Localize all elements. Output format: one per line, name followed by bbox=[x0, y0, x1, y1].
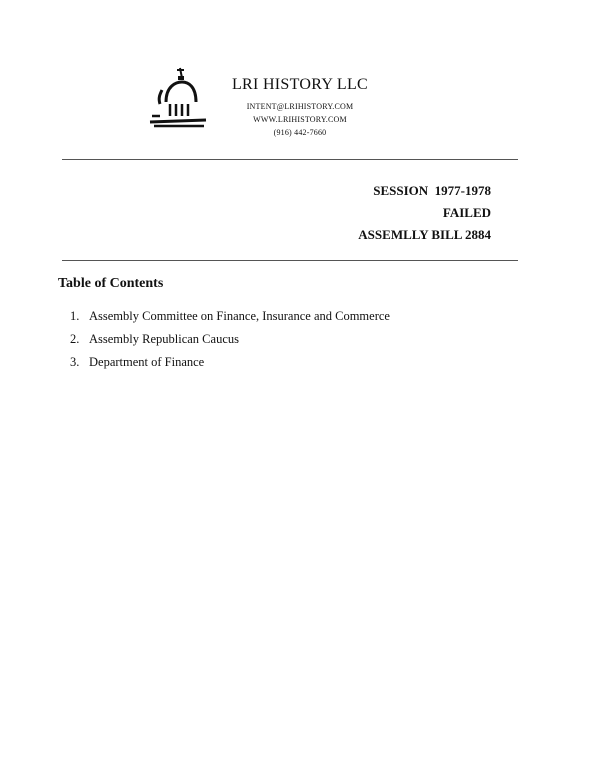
bottom-divider bbox=[62, 260, 518, 261]
toc-item-label: Department of Finance bbox=[89, 355, 205, 369]
session-label: SESSION 1977-1978 bbox=[373, 183, 491, 198]
bill-label: ASSEMLLY BILL 2884 bbox=[358, 227, 491, 242]
firm-email: INTENT@LRIHISTORY.COM bbox=[246, 102, 354, 111]
firm-website: WWW.LRIHISTORY.COM bbox=[253, 115, 347, 124]
top-divider bbox=[62, 159, 518, 160]
toc-item[interactable] bbox=[70, 354, 390, 377]
toc-item-number: 1. bbox=[70, 309, 80, 323]
toc-item[interactable] bbox=[70, 331, 390, 354]
status-label: FAILED bbox=[442, 205, 491, 220]
toc-item[interactable] bbox=[70, 308, 390, 331]
firm-phone: (916) 442-7660 bbox=[273, 128, 327, 137]
toc-list bbox=[70, 308, 390, 377]
firm-info bbox=[200, 76, 400, 139]
firm-name: LRI HISTORY LLC bbox=[231, 76, 369, 93]
toc-item-label: Assembly Republican Caucus bbox=[89, 332, 239, 346]
toc-item-label: Assembly Committee on Finance, Insurance and Commerce bbox=[89, 309, 390, 323]
bill-info bbox=[358, 180, 491, 246]
toc-title: Table of Contents bbox=[58, 276, 164, 291]
toc-item-number: 2. bbox=[70, 332, 80, 346]
toc-item-number: 3. bbox=[70, 355, 80, 369]
